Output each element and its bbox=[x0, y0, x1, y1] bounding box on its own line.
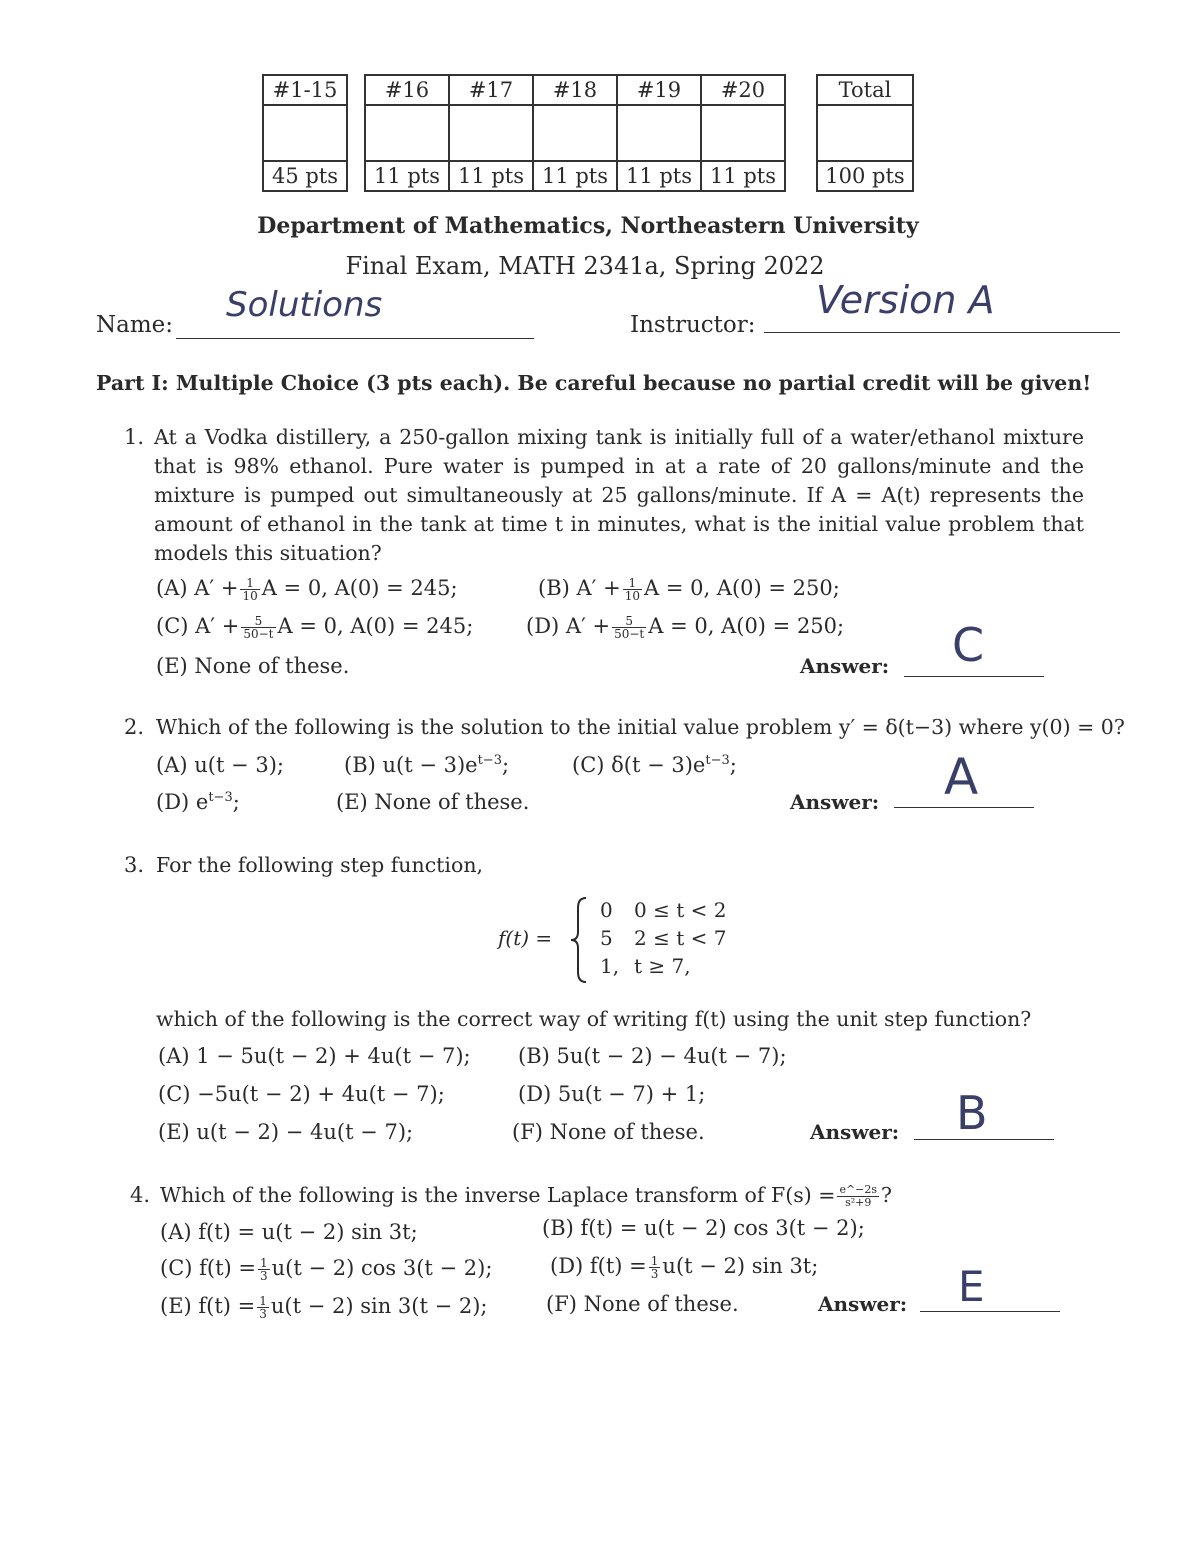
name-value: Solutions bbox=[226, 285, 383, 325]
score-cell bbox=[701, 105, 785, 161]
score-points: 11 pts bbox=[701, 161, 785, 191]
question-text: Which of the following is the inverse Laplace transform of F(s) = $\frac{e\^{}-2s}{\text{s²+9}}$ ? bbox=[160, 1183, 893, 1209]
piecewise-lhs: f(t) = bbox=[498, 926, 553, 950]
case-condition: t ≥ 7, bbox=[634, 954, 691, 978]
option-f: (F) None of these. bbox=[512, 1120, 705, 1144]
instructor-value: Version A bbox=[816, 278, 995, 322]
option-b: (B) f(t) = u(t − 2) cos 3(t − 2); bbox=[542, 1216, 865, 1240]
option-a: (A) A′ + $\frac{1}{10}$ A = 0, A(0) = 245; bbox=[156, 576, 458, 603]
option-a: (A) f(t) = u(t − 2) sin 3t; bbox=[160, 1220, 418, 1244]
piecewise-function bbox=[498, 896, 758, 986]
answer-line bbox=[904, 676, 1044, 677]
question-number: 4. bbox=[130, 1183, 151, 1207]
score-cell bbox=[263, 105, 347, 161]
option-a: (A) 1 − 5u(t − 2) + 4u(t − 7); bbox=[158, 1044, 471, 1068]
score-header: #20 bbox=[701, 75, 785, 105]
answer-value: B bbox=[956, 1086, 988, 1140]
option-e: (E) u(t − 2) − 4u(t − 7); bbox=[158, 1120, 414, 1144]
answer-line bbox=[894, 807, 1034, 808]
question-text: Which of the following is the solution to the initial value problem y′ = δ(t−3) where y(0) = 0? bbox=[156, 715, 1125, 739]
instructor-label: Instructor: bbox=[630, 312, 756, 338]
case-condition: 2 ≤ t < 7 bbox=[634, 926, 727, 950]
score-points: 100 pts bbox=[817, 161, 913, 191]
score-header: #16 bbox=[365, 75, 449, 105]
question-text: For the following step function, bbox=[156, 853, 484, 877]
score-cell bbox=[365, 105, 449, 161]
option-d: (D) A′ + $\frac{5}{50-t}$ A = 0, A(0) = 250; bbox=[526, 614, 845, 641]
score-cell bbox=[817, 105, 913, 161]
option-c: (C) f(t) = $\frac{1}{3}$ u(t − 2) cos 3(t − 2); bbox=[160, 1256, 493, 1283]
name-label: Name: bbox=[96, 312, 174, 338]
option-b: (B) 5u(t − 2) − 4u(t − 7); bbox=[518, 1044, 787, 1068]
question-number: 3. bbox=[124, 853, 145, 877]
score-cell bbox=[449, 105, 533, 161]
department-title: Department of Mathematics, Northeastern University bbox=[257, 213, 919, 239]
answer-label: Answer: bbox=[818, 1292, 908, 1316]
option-e: (E) None of these. bbox=[156, 654, 350, 678]
score-points: 11 pts bbox=[533, 161, 617, 191]
case-value: 5 bbox=[600, 926, 613, 950]
answer-value: E bbox=[958, 1262, 985, 1311]
question-number: 2. bbox=[124, 715, 145, 739]
option-d: (D) 5u(t − 7) + 1; bbox=[518, 1082, 706, 1106]
answer-value: A bbox=[944, 748, 979, 806]
case-value: 0 bbox=[600, 898, 613, 922]
option-a: (A) u(t − 3); bbox=[156, 753, 284, 777]
option-e: (E) f(t) = $\frac{1}{3}$ u(t − 2) sin 3(t − 2); bbox=[160, 1294, 488, 1321]
score-header: Total bbox=[817, 75, 913, 105]
option-f: (F) None of these. bbox=[546, 1292, 739, 1316]
score-points: 11 pts bbox=[449, 161, 533, 191]
score-cell bbox=[617, 105, 701, 161]
option-e: (E) None of these. bbox=[336, 790, 530, 814]
option-b: (B) A′ + $\frac{1}{10}$ A = 0, A(0) = 250; bbox=[538, 576, 840, 603]
score-header: #1-15 bbox=[263, 75, 347, 105]
score-cell bbox=[533, 105, 617, 161]
option-d: (D) $e^{t-3}$; bbox=[156, 790, 240, 814]
question-text-continued: which of the following is the correct way of writing f(t) using the unit step function? bbox=[156, 1007, 1032, 1031]
exam-title: Final Exam, MATH 2341a, Spring 2022 bbox=[345, 252, 825, 280]
case-value: 1, bbox=[600, 954, 620, 978]
option-b: (B) $u(t - 3)e^{t-3}$; bbox=[344, 753, 510, 777]
answer-label: Answer: bbox=[810, 1120, 900, 1144]
case-condition: 0 ≤ t < 2 bbox=[634, 898, 727, 922]
question-text: At a Vodka distillery, a 250-gallon mixing tank is initially full of a water/ethanol mixture that is 98% ethanol. Pure water is pumped in at a rate of 20 gallons/minute and the mixture is pumped out simultaneously at 25 gallons/minute. If A = A(t) represents the amount of ethanol in the tank at time t in minutes, what is the initial value problem that models this situation? bbox=[154, 425, 1084, 565]
score-table-first bbox=[262, 74, 348, 192]
answer-label: Answer: bbox=[800, 654, 890, 678]
score-table-total bbox=[816, 74, 914, 192]
instructor-line bbox=[764, 332, 1120, 333]
option-c: (C) $\delta(t - 3)e^{t-3}$; bbox=[572, 753, 737, 777]
score-header: #19 bbox=[617, 75, 701, 105]
score-table-middle bbox=[364, 74, 786, 192]
option-c: (C) A′ + $\frac{5}{50-t}$ A = 0, A(0) = 245; bbox=[156, 614, 474, 641]
option-c: (C) −5u(t − 2) + 4u(t − 7); bbox=[158, 1082, 445, 1106]
answer-line bbox=[920, 1311, 1060, 1312]
left-brace-icon bbox=[568, 896, 590, 984]
score-header: #18 bbox=[533, 75, 617, 105]
answer-value: C bbox=[952, 618, 985, 672]
score-points: 45 pts bbox=[263, 161, 347, 191]
score-points: 11 pts bbox=[617, 161, 701, 191]
question-number: 1. bbox=[124, 425, 145, 449]
score-points: 11 pts bbox=[365, 161, 449, 191]
score-header: #17 bbox=[449, 75, 533, 105]
option-d: (D) f(t) = $\frac{1}{3}$ u(t − 2) sin 3t; bbox=[550, 1254, 819, 1281]
answer-label: Answer: bbox=[790, 790, 880, 814]
part1-title: Part I: Multiple Choice (3 pts each). Be careful because no partial credit will be given! bbox=[96, 371, 1092, 395]
name-line bbox=[176, 338, 534, 339]
